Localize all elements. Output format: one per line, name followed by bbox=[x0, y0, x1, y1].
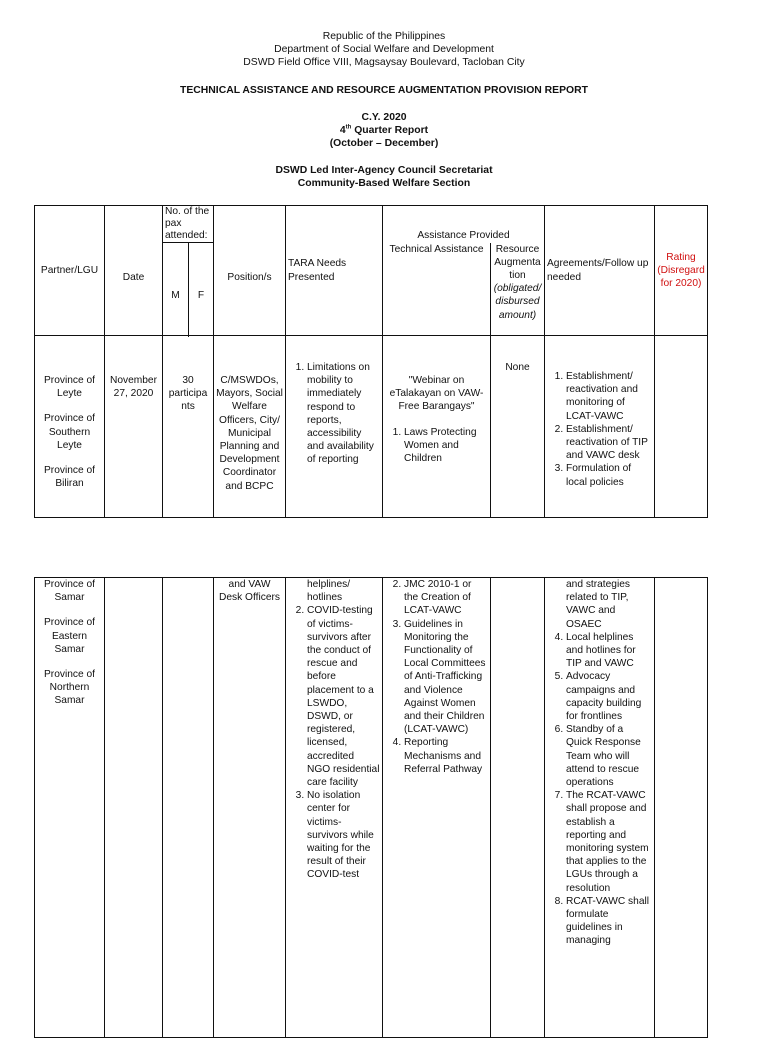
tara-report-table-continued bbox=[34, 577, 708, 1038]
agreement-continued-text: and strategies related to TIP, VAWC and OSAEC bbox=[566, 579, 630, 630]
agreement-item: 4. Local helplines and hotlines for TIP and VAWC bbox=[566, 631, 652, 671]
tara-continued-text: helplines/ hotlines bbox=[307, 579, 351, 604]
agreement-item: 2. Establishment/ reactivation of TIP and VAWC desk bbox=[566, 423, 652, 463]
technical-assistance-cell bbox=[383, 336, 491, 518]
partner-southern-leyte: Province of Southern Leyte bbox=[44, 413, 95, 451]
table-row bbox=[35, 336, 708, 518]
date-cell: November 27, 2020 bbox=[105, 336, 163, 518]
agreement-item: 8. RCAT-VAWC shall formulate guidelines in managing bbox=[566, 895, 652, 948]
resource-cell: None bbox=[491, 336, 545, 518]
technical-item: 1. Laws Protecting Women and Children bbox=[404, 426, 488, 466]
unit-block bbox=[0, 164, 768, 190]
quarter-label bbox=[0, 124, 768, 137]
table-row bbox=[35, 578, 708, 1038]
header-agreements: Agreements/Follow up needed bbox=[545, 206, 655, 336]
republic-line: Republic of the Philippines bbox=[322, 31, 446, 42]
header-technical: Technical Assistance bbox=[383, 243, 491, 336]
agreement-item: 7. The RCAT-VAWC shall propose and establish a reporting and monitoring system that applies to the LGUs through a resolution bbox=[566, 789, 652, 895]
header-resource bbox=[491, 243, 545, 336]
department-line: Department of Social Welfare and Development bbox=[274, 44, 494, 55]
agreement-item: 5. Advocacy campaigns and capacity building for frontlines bbox=[566, 670, 652, 723]
header-f: F bbox=[189, 243, 214, 336]
agreement-item: 1. Establishment/ reactivation and monitoring of LCAT-VAWC bbox=[566, 370, 652, 423]
unit-name: DSWD Led Inter-Agency Council Secretariat bbox=[275, 165, 493, 176]
tara-need-item: 2. COVID-testing of victims-survivors after the conduct of rescue and before placement to a LSWDO, DSWD, or registered, licensed, accredited NGO residential care facility bbox=[307, 604, 380, 789]
header-tara-needs: TARA Needs Presented bbox=[286, 206, 383, 336]
webinar-title: "Webinar on eTalakayan on VAW-Free Barangays" bbox=[389, 375, 484, 413]
participants-cell: 30 participa nts bbox=[163, 336, 214, 518]
tara-need-item: 3. No isolation center for victims-survivors while waiting for the result of their COVID-test bbox=[307, 789, 380, 881]
positions-cell: C/MSWDOs, Mayors, Social Welfare Officers, City/ Municipal Planning and Development Coordinator and BCPC bbox=[214, 336, 286, 518]
quarter-text: Quarter Report bbox=[351, 125, 429, 136]
rating-cell bbox=[655, 336, 708, 518]
letterhead bbox=[0, 30, 768, 69]
agreements-cell bbox=[545, 578, 655, 1038]
positions-cell: and VAW Desk Officers bbox=[214, 578, 286, 1038]
rating-cell bbox=[655, 578, 708, 1038]
header-pax: No. of the pax attended: bbox=[163, 206, 214, 243]
participants-cell bbox=[163, 578, 214, 1038]
resource-cell bbox=[491, 578, 545, 1038]
partner-biliran: Province of Biliran bbox=[44, 465, 95, 490]
partner-cell bbox=[35, 578, 105, 1038]
header-date: Date bbox=[105, 206, 163, 336]
technical-assistance-cell bbox=[383, 578, 491, 1038]
header-rating: Rating (Disregard for 2020) bbox=[655, 206, 708, 336]
period-label: (October – December) bbox=[329, 138, 439, 149]
tara-needs-cell bbox=[286, 336, 383, 518]
report-title: TECHNICAL ASSISTANCE AND RESOURCE AUGMENTATION PROVISION REPORT bbox=[180, 85, 588, 96]
partner-eastern-samar: Province of Eastern Samar bbox=[44, 617, 95, 655]
partner-samar: Province of Samar bbox=[44, 579, 95, 604]
tara-needs-cell bbox=[286, 578, 383, 1038]
technical-item: 4. Reporting Mechanisms and Referral Pathway bbox=[404, 736, 488, 776]
technical-item: 2. JMC 2010-1 or the Creation of LCAT-VAWC bbox=[404, 578, 488, 618]
partner-leyte: Province of Leyte bbox=[44, 375, 95, 400]
report-period-block bbox=[0, 111, 768, 150]
partner-northern-samar: Province of Northern Samar bbox=[44, 669, 95, 707]
header-position: Position/s bbox=[214, 206, 286, 336]
tara-report-table bbox=[34, 205, 708, 518]
date-cell bbox=[105, 578, 163, 1038]
header-partner: Partner/LGU bbox=[35, 206, 105, 336]
tara-need-item: 1. Limitations on mobility to immediately respond to reports, accessibility and availability of reporting bbox=[307, 361, 380, 467]
header-m: M bbox=[163, 243, 189, 336]
resource-label: Resource Augmenta tion bbox=[494, 243, 541, 281]
quarter-suffix: th bbox=[345, 124, 352, 131]
header-assistance: Assistance Provided bbox=[383, 206, 545, 243]
agreement-item: 3. Formulation of local policies bbox=[566, 462, 652, 488]
field-office-line: DSWD Field Office VIII, Magsaysay Boulevard, Tacloban City bbox=[243, 57, 525, 68]
section-name: Community-Based Welfare Section bbox=[297, 178, 471, 189]
quarter-number: 4 bbox=[339, 125, 346, 136]
agreement-item: 6. Standby of a Quick Response Team who will attend to rescue operations bbox=[566, 723, 652, 789]
partner-cell bbox=[35, 336, 105, 518]
resource-note: (obligated/ disbursed amount) bbox=[493, 283, 542, 321]
technical-item: 3. Guidelines in Monitoring the Functionality of Local Committees of Anti-Trafficking and Violence Against Women and their Children (LCAT-VAWC) bbox=[404, 618, 488, 737]
report-title-block bbox=[0, 84, 768, 97]
agreements-cell bbox=[545, 336, 655, 518]
calendar-year: C.Y. 2020 bbox=[361, 112, 407, 123]
